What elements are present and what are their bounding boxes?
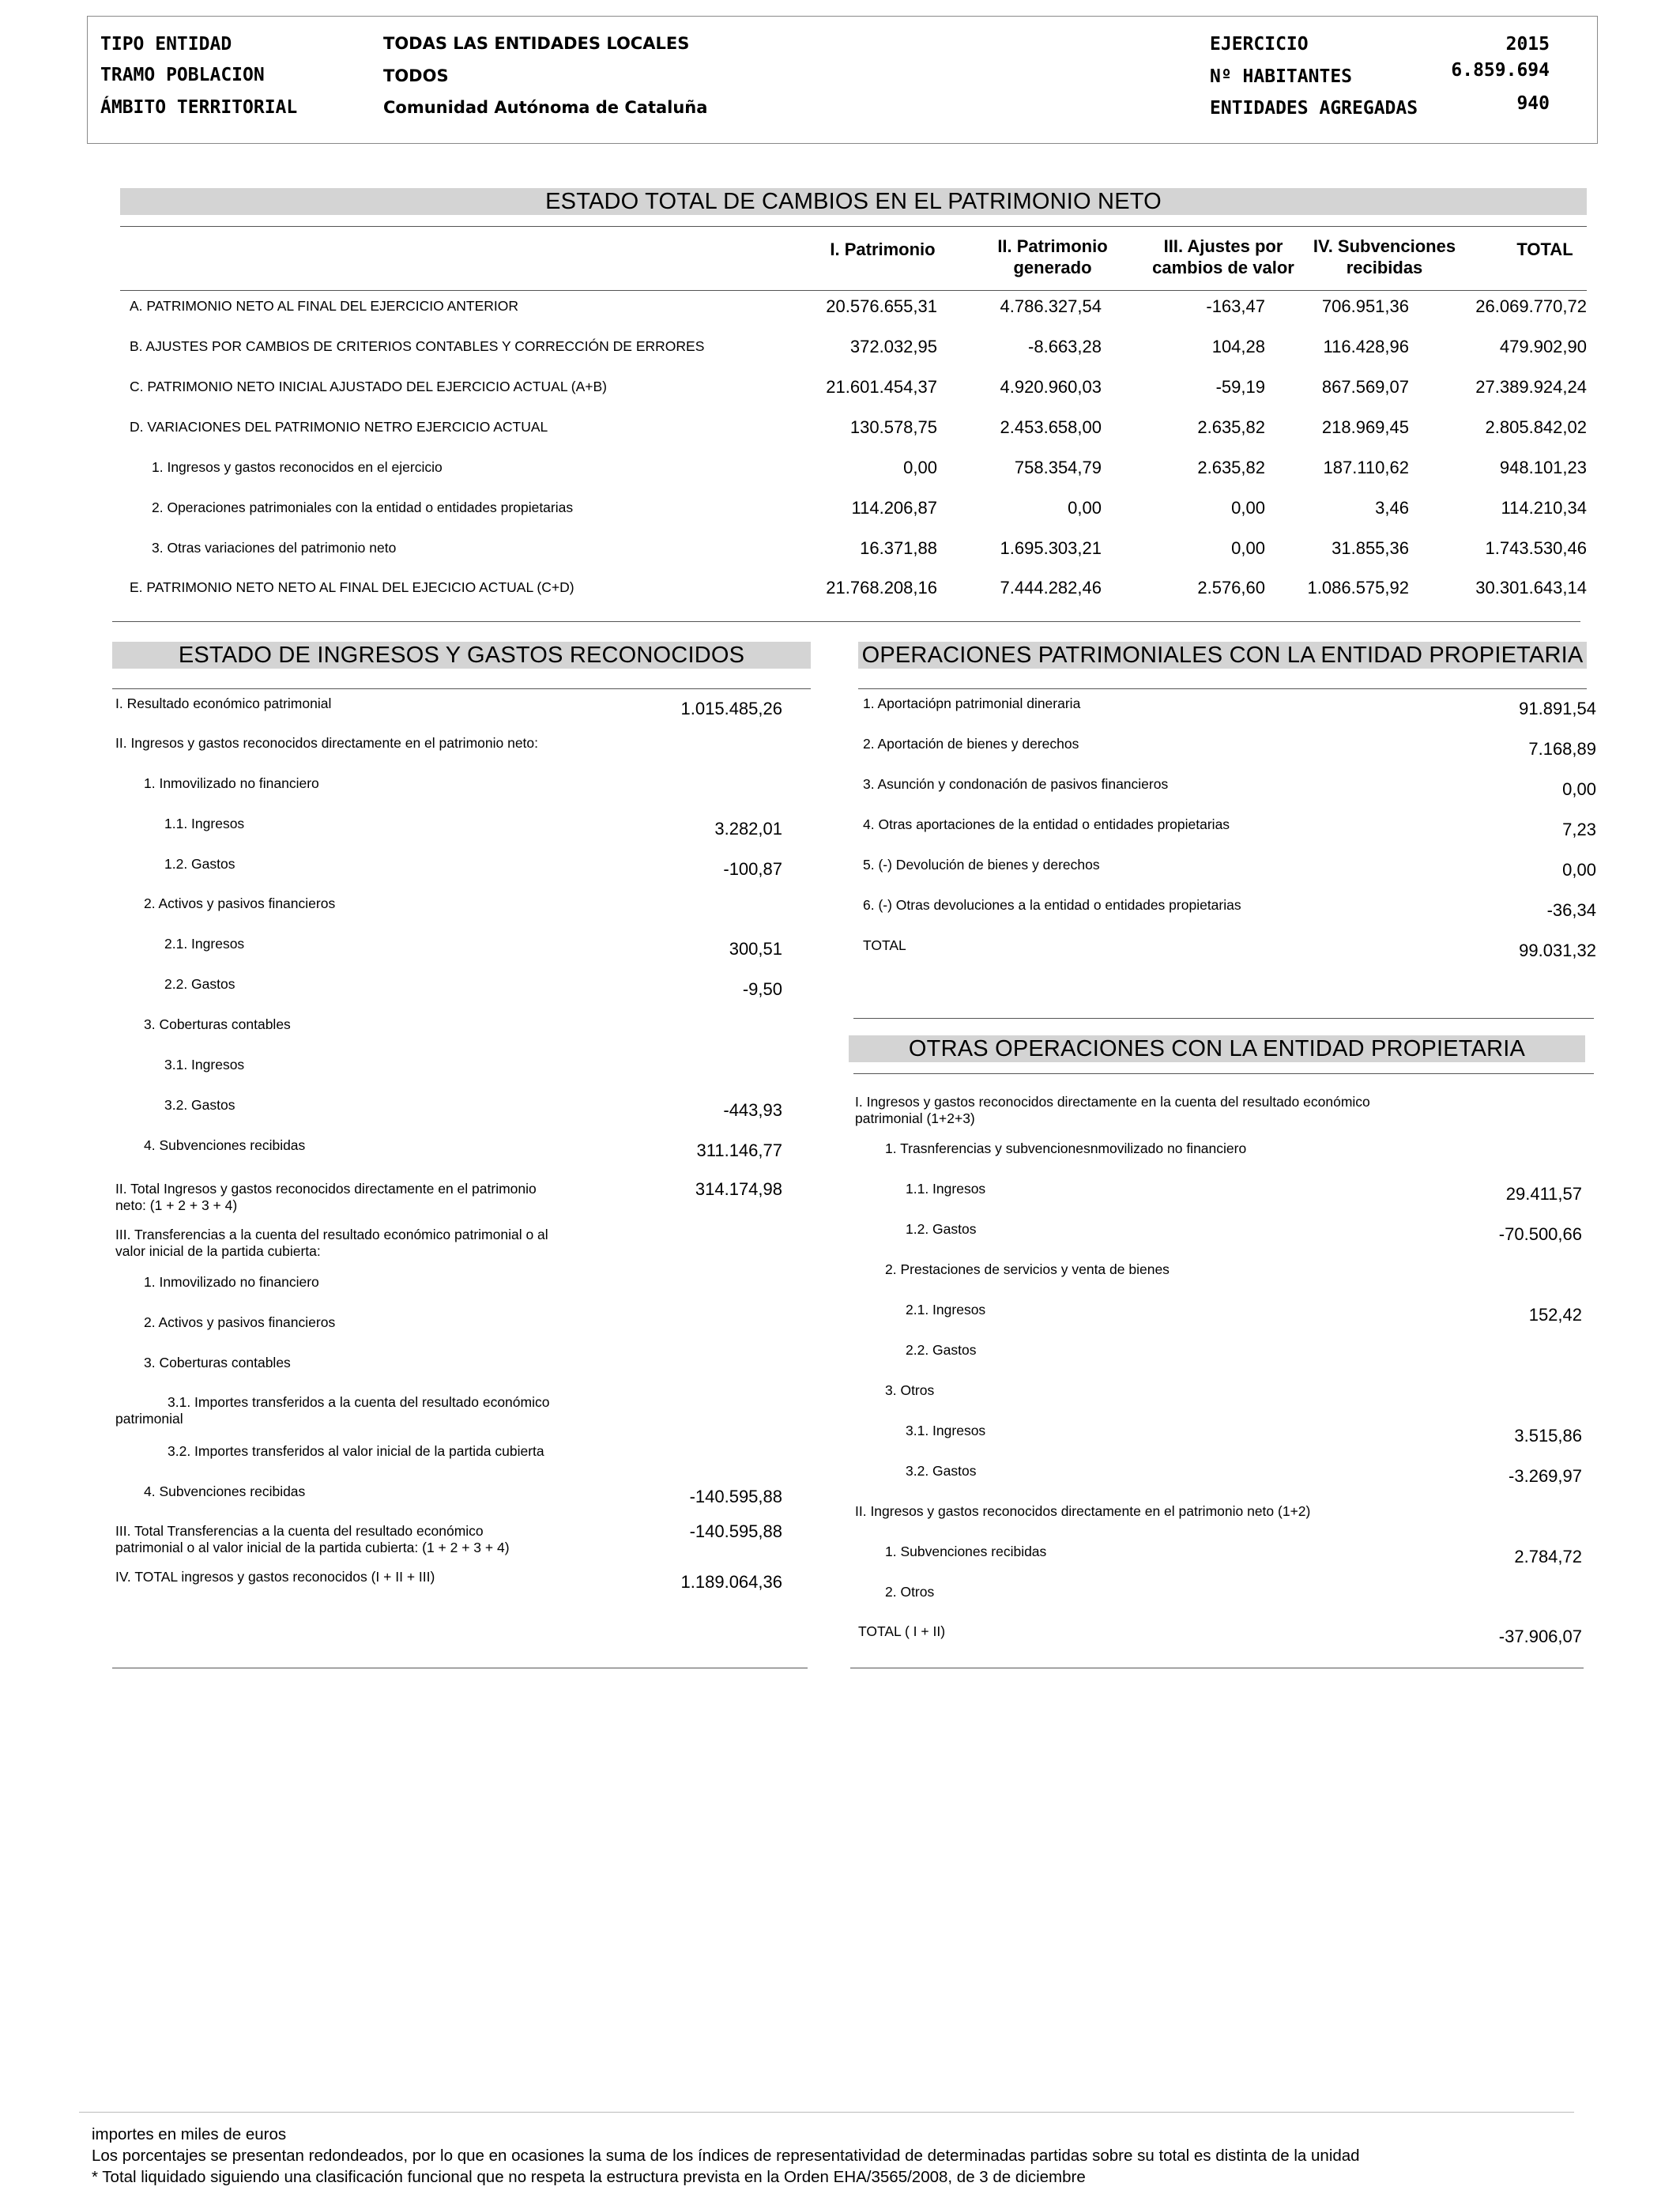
patrimonio-row-value: -8.663,28: [1028, 337, 1102, 356]
ingresos-row-label: 1. Inmovilizado no financiero: [144, 1274, 319, 1290]
patrimonio-row-value: 758.354,79: [1014, 458, 1102, 477]
otras-row-label: 2. Prestaciones de servicios y venta de bienes: [885, 1261, 1170, 1277]
ingresos-row-label: 1. Inmovilizado no financiero: [144, 775, 319, 791]
patrimonio-row-value: 2.576,60: [1197, 578, 1265, 598]
ingresos-row-value: -140.595,88: [689, 1487, 782, 1506]
patrimonio-header-rule: [120, 290, 1587, 291]
patrimonio-row-value: 114.210,34: [1501, 498, 1587, 518]
otras-row-value: -3.269,97: [1509, 1466, 1582, 1486]
patrimonio-col-header: II. Patrimonio generado: [997, 236, 1108, 277]
operaciones-row-value: 99.031,32: [1519, 941, 1596, 960]
patrimonio-row-value: 104,28: [1211, 337, 1265, 356]
operaciones-row-value: 91.891,54: [1519, 699, 1596, 718]
otras-row-label: 1. Trasnferencias y subvencionesnmovilizado no financiero: [885, 1140, 1247, 1156]
patrimonio-row-value: 3,46: [1375, 498, 1409, 518]
tipo-entidad-value: TODAS LAS ENTIDADES LOCALES: [383, 34, 690, 53]
patrimonio-row-value: 948.101,23: [1499, 458, 1587, 477]
patrimonio-row-value: 21.768.208,16: [826, 578, 937, 598]
patrimonio-row-value: 218.969,45: [1321, 417, 1409, 437]
ingresos-row-label: III. Total Transferencias a la cuenta del resultado económico patrimonial o al valor inicial de la partida cubierta: (1 + 2 + 3 + 4): [115, 1523, 510, 1555]
footer-units-note: importes en miles de euros: [92, 2125, 287, 2143]
patrimonio-row-label: 1. Ingresos y gastos reconocidos en el ejercicio: [152, 459, 443, 475]
patrimonio-row-value: 4.786.327,54: [1000, 296, 1102, 316]
entidades-agregadas-label: ENTIDADES AGREGADAS: [1210, 98, 1418, 119]
ingresos-row-value: 314.174,98: [695, 1179, 782, 1199]
patrimonio-row-value: 1.743.530,46: [1485, 538, 1587, 558]
patrimonio-row-value: 30.301.643,14: [1475, 578, 1587, 598]
patrimonio-row-label: 3. Otras variaciones del patrimonio neto: [152, 540, 397, 556]
patrimonio-row-value: -59,19: [1215, 377, 1265, 397]
patrimonio-row-value: 2.635,82: [1197, 417, 1265, 437]
patrimonio-row-value: 2.635,82: [1197, 458, 1265, 477]
patrimonio-row-value: 1.695.303,21: [1000, 538, 1102, 558]
patrimonio-row-value: 706.951,36: [1321, 296, 1409, 316]
footer-rounding-note: Los porcentajes se presentan redondeados, por lo que en ocasiones la suma de los índices de representatividad de determinadas partidas sobre su total es distinta de la unidad: [92, 2147, 1360, 2165]
operaciones-bottom-rule: [853, 1018, 1594, 1019]
patrimonio-row-value: 27.389.924,24: [1475, 377, 1587, 397]
ingresos-row-label: II. Ingresos y gastos reconocidos directamente en el patrimonio neto:: [115, 735, 539, 751]
otras-row-label: 3.2. Gastos: [906, 1463, 977, 1479]
ingresos-row-label: 1.2. Gastos: [164, 856, 235, 872]
patrimonio-row-value: 372.032,95: [849, 337, 937, 356]
otras-top-rule: [853, 1073, 1594, 1074]
ingresos-row-label: 3. Coberturas contables: [144, 1355, 291, 1370]
ambito-territorial-value: Comunidad Autónoma de Cataluña: [383, 98, 708, 117]
patrimonio-row-value: -163,47: [1206, 296, 1265, 316]
operaciones-row-label: TOTAL: [863, 937, 906, 953]
patrimonio-row-label: D. VARIACIONES DEL PATRIMONIO NETRO EJERCICIO ACTUAL: [130, 419, 548, 435]
patrimonio-row-value: 479.902,90: [1499, 337, 1587, 356]
patrimonio-row-value: 2.805.842,02: [1485, 417, 1587, 437]
operaciones-row-value: 7,23: [1562, 820, 1596, 839]
footer-classification-note: * Total liquidado siguiendo una clasificación funcional que no respeta la estructura prevista en la Orden EHA/3565/2008, de 3 de diciembre: [92, 2168, 1086, 2186]
patrimonio-title: ESTADO TOTAL DE CAMBIOS EN EL PATRIMONIO NETO: [120, 188, 1587, 215]
ingresos-row-value: -443,93: [723, 1100, 782, 1120]
patrimonio-row-value: 31.855,36: [1332, 538, 1409, 558]
otras-row-label: 1.1. Ingresos: [906, 1181, 986, 1197]
patrimonio-row-value: 0,00: [1068, 498, 1102, 518]
ingresos-row-label: 2.1. Ingresos: [164, 936, 245, 952]
patrimonio-row-label: E. PATRIMONIO NETO NETO AL FINAL DEL EJECICIO ACTUAL (C+D): [130, 579, 574, 595]
entidades-agregadas-value: 940: [1516, 93, 1550, 114]
otras-row-label: 1.2. Gastos: [906, 1221, 977, 1237]
operaciones-top-rule: [858, 688, 1587, 689]
patrimonio-col-header: IV. Subvenciones recibidas: [1313, 236, 1456, 277]
ingresos-row-label: 3. Coberturas contables: [144, 1016, 291, 1032]
patrimonio-row-value: 114.206,87: [851, 498, 937, 518]
ingresos-row-value: 1.189.064,36: [680, 1572, 782, 1592]
operaciones-title: OPERACIONES PATRIMONIALES CON LA ENTIDAD PROPIETARIA: [858, 642, 1587, 669]
patrimonio-row-value: 4.920.960,03: [1000, 377, 1102, 397]
otras-row-label: I. Ingresos y gastos reconocidos directamente en la cuenta del resultado económico patrimonial (1+2+3): [855, 1094, 1370, 1126]
patrimonio-row-value: 0,00: [903, 458, 937, 477]
otras-row-label: 1. Subvenciones recibidas: [885, 1544, 1047, 1559]
ingresos-row-value: 311.146,77: [696, 1140, 782, 1160]
operaciones-row-value: 7.168,89: [1528, 739, 1596, 759]
ingresos-row-value: 300,51: [729, 939, 782, 959]
ingresos-row-value: 1.015.485,26: [680, 699, 782, 718]
operaciones-row-label: 5. (-) Devolución de bienes y derechos: [863, 857, 1100, 873]
patrimonio-row-label: B. AJUSTES POR CAMBIOS DE CRITERIOS CONTABLES Y CORRECCIÓN DE ERRORES: [130, 338, 705, 354]
ingresos-row-label: 2. Activos y pasivos financieros: [144, 895, 336, 911]
ingresos-row-value: 3.282,01: [714, 819, 782, 839]
patrimonio-col-header: TOTAL: [1516, 239, 1573, 259]
patrimonio-row-label: C. PATRIMONIO NETO INICIAL AJUSTADO DEL EJERCICIO ACTUAL (A+B): [130, 379, 608, 394]
ingresos-row-label: 3.1. Importes transferidos a la cuenta del resultado económico patrimonial: [115, 1394, 550, 1427]
patrimonio-row-value: 16.371,88: [860, 538, 937, 558]
otras-row-value: 3.515,86: [1514, 1426, 1582, 1446]
patrimonio-row-value: 187.110,62: [1323, 458, 1409, 477]
otras-row-label: 3. Otros: [885, 1382, 935, 1398]
operaciones-row-value: 0,00: [1562, 779, 1596, 799]
patrimonio-row-value: 1.086.575,92: [1307, 578, 1409, 598]
ingresos-row-label: II. Total Ingresos y gastos reconocidos directamente en el patrimonio neto: (1 + 2 + 3 + 4): [115, 1181, 537, 1213]
ingresos-row-label: I. Resultado económico patrimonial: [115, 696, 332, 711]
ingresos-row-label: IV. TOTAL ingresos y gastos reconocidos (I + II + III): [115, 1569, 435, 1585]
patrimonio-row-value: 26.069.770,72: [1475, 296, 1587, 316]
patrimonio-bottom-rule: [112, 621, 1580, 622]
patrimonio-col-header: I. Patrimonio: [830, 239, 936, 259]
habitantes-label: Nº HABITANTES: [1210, 66, 1353, 87]
patrimonio-row-value: 130.578,75: [849, 417, 937, 437]
operaciones-row-label: 6. (-) Otras devoluciones a la entidad o entidades propietarias: [863, 897, 1241, 913]
tramo-poblacion-label: TRAMO POBLACION: [100, 65, 265, 85]
otras-row-value: 29.411,57: [1505, 1184, 1582, 1204]
patrimonio-row-value: 0,00: [1231, 498, 1265, 518]
otras-row-label: 2.2. Gastos: [906, 1342, 977, 1358]
ingresos-row-label: 2.2. Gastos: [164, 976, 235, 992]
operaciones-row-label: 3. Asunción y condonación de pasivos financieros: [863, 776, 1169, 792]
ingresos-row-label: 2. Activos y pasivos financieros: [144, 1314, 336, 1330]
patrimonio-top-rule: [120, 226, 1587, 227]
footer-rule: [79, 2112, 1574, 2113]
patrimonio-row-value: 2.453.658,00: [1000, 417, 1102, 437]
ingresos-row-label: 1.1. Ingresos: [164, 816, 245, 831]
patrimonio-row-value: 867.569,07: [1321, 377, 1409, 397]
otras-row-label: 2.1. Ingresos: [906, 1302, 986, 1318]
footer-notes: [92, 2124, 1360, 2188]
operaciones-row-label: 4. Otras aportaciones de la entidad o entidades propietarias: [863, 816, 1230, 832]
patrimonio-col-header: III. Ajustes por cambios de valor: [1152, 236, 1294, 277]
ingresos-row-value: -140.595,88: [689, 1521, 782, 1541]
patrimonio-row-value: 116.428,96: [1323, 337, 1409, 356]
patrimonio-row-value: 21.601.454,37: [826, 377, 937, 397]
header-box: [87, 16, 1598, 144]
ejercicio-value: 2015: [1505, 34, 1550, 55]
otras-row-value: -70.500,66: [1498, 1224, 1582, 1244]
patrimonio-row-value: 20.576.655,31: [826, 296, 937, 316]
ejercicio-label: EJERCICIO: [1210, 34, 1309, 55]
ingresos-row-value: -100,87: [723, 859, 782, 879]
patrimonio-row-label: 2. Operaciones patrimoniales con la entidad o entidades propietarias: [152, 499, 574, 515]
patrimonio-row-label: A. PATRIMONIO NETO AL FINAL DEL EJERCICIO ANTERIOR: [130, 298, 519, 314]
otras-row-value: -37.906,07: [1498, 1627, 1582, 1646]
ingresos-row-label: 4. Subvenciones recibidas: [144, 1483, 306, 1499]
tipo-entidad-label: TIPO ENTIDAD: [100, 34, 232, 55]
ambito-territorial-label: ÁMBITO TERRITORIAL: [100, 97, 298, 118]
otras-row-value: 152,42: [1528, 1305, 1582, 1325]
operaciones-row-value: 0,00: [1562, 860, 1596, 880]
ingresos-title: ESTADO DE INGRESOS Y GASTOS RECONOCIDOS: [112, 642, 811, 669]
ingresos-top-rule: [112, 688, 811, 689]
otras-row-label: II. Ingresos y gastos reconocidos directamente en el patrimonio neto (1+2): [855, 1503, 1311, 1519]
tramo-poblacion-value: TODOS: [383, 66, 449, 85]
operaciones-row-label: 1. Aportaciópn patrimonial dineraria: [863, 696, 1081, 711]
ingresos-row-label: 3.2. Gastos: [164, 1097, 235, 1113]
ingresos-row-value: -9,50: [742, 979, 782, 999]
otras-row-label: 2. Otros: [885, 1584, 935, 1600]
otras-row-label: TOTAL ( I + II): [858, 1623, 946, 1639]
patrimonio-row-value: 0,00: [1231, 538, 1265, 558]
otras-row-label: 3.1. Ingresos: [906, 1423, 986, 1438]
ingresos-row-label: 4. Subvenciones recibidas: [144, 1137, 306, 1153]
ingresos-row-label: III. Transferencias a la cuenta del resultado económico patrimonial o al valor inicial de la partida cubierta:: [115, 1227, 548, 1259]
habitantes-value: 6.859.694: [1451, 60, 1550, 81]
otras-row-value: 2.784,72: [1514, 1547, 1582, 1566]
otras-title: OTRAS OPERACIONES CON LA ENTIDAD PROPIETARIA: [849, 1035, 1585, 1062]
ingresos-row-label: 3.1. Ingresos: [164, 1057, 245, 1072]
operaciones-row-label: 2. Aportación de bienes y derechos: [863, 736, 1079, 752]
patrimonio-row-value: 7.444.282,46: [1000, 578, 1102, 598]
operaciones-row-value: -36,34: [1546, 900, 1596, 920]
ingresos-row-label: 3.2. Importes transferidos al valor inicial de la partida cubierta: [168, 1443, 544, 1459]
